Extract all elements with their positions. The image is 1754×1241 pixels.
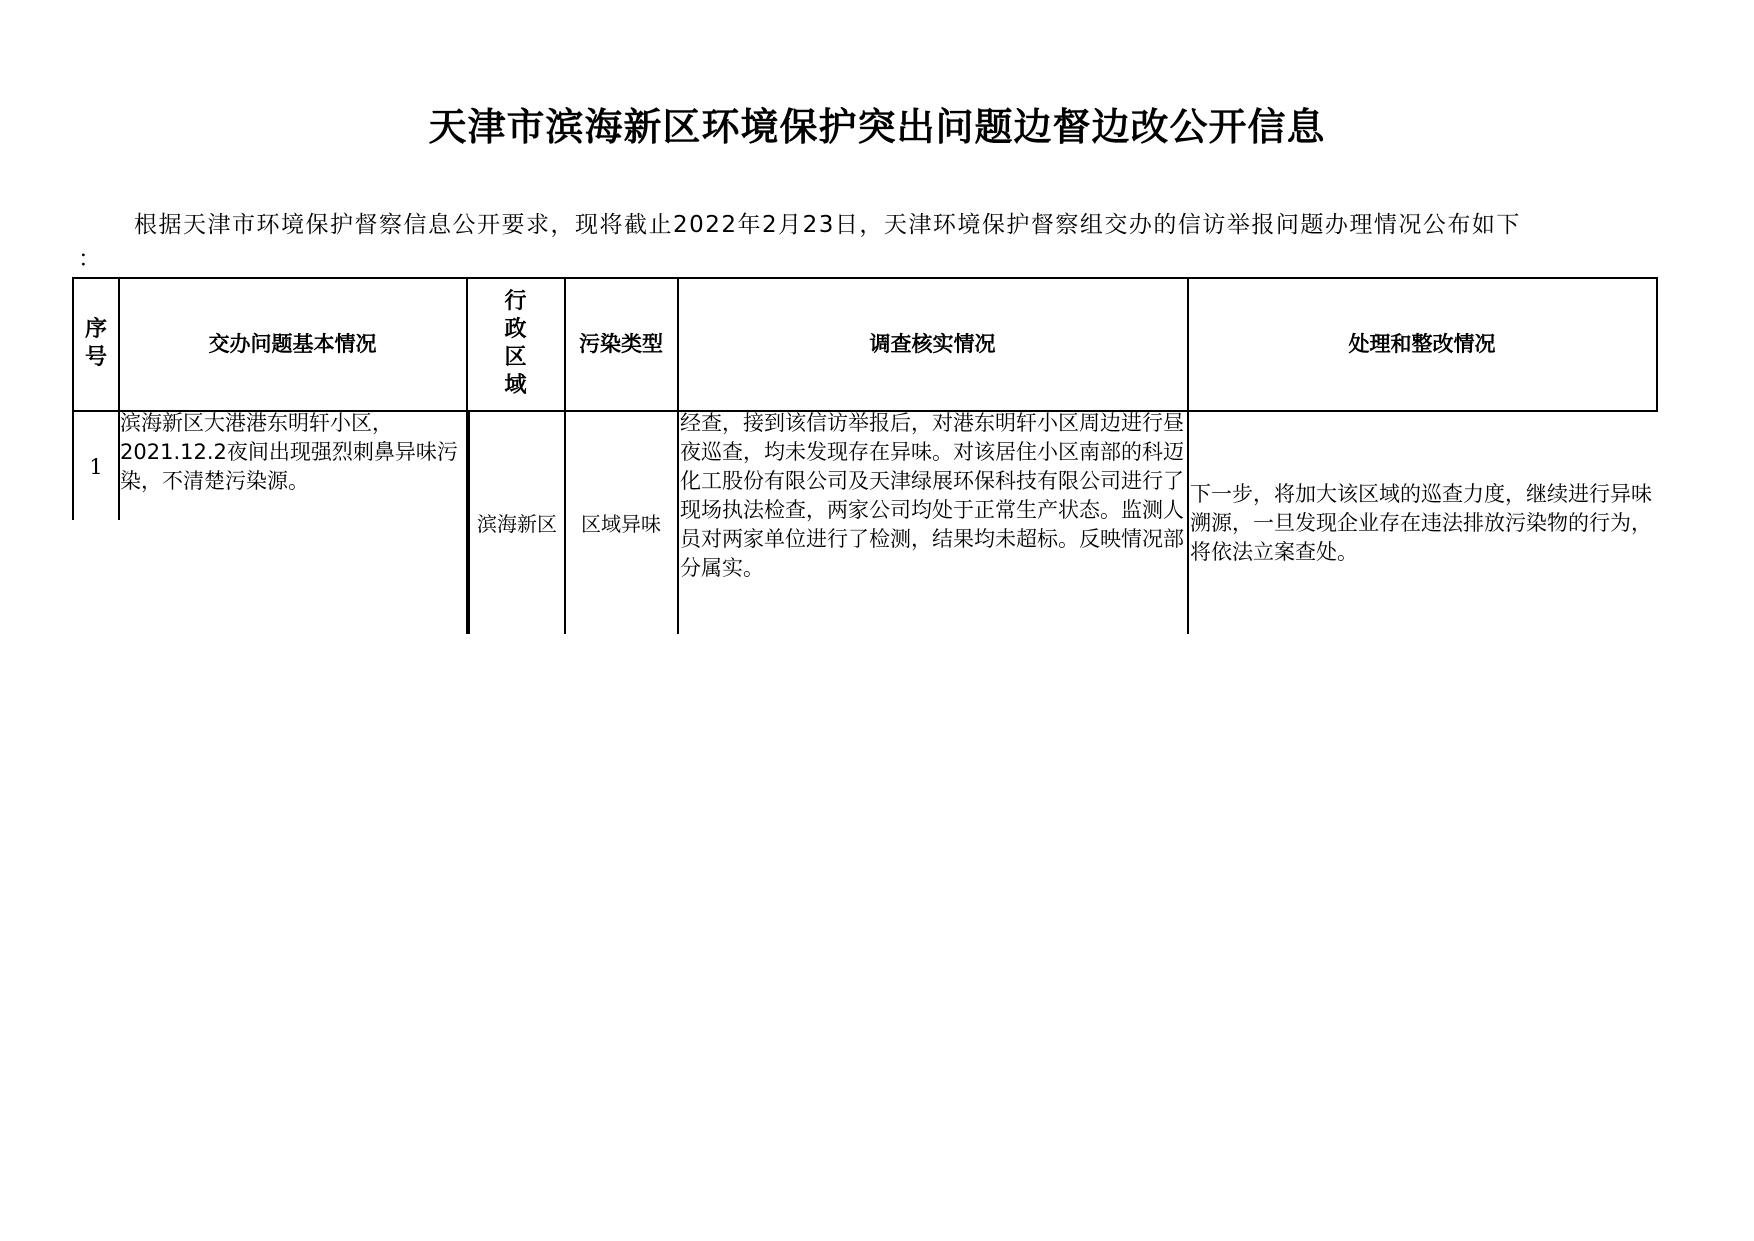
row-pollution-type: 区域异味 <box>581 512 661 536</box>
row-seq: 1 <box>89 455 103 479</box>
header-handling: 处理和整改情况 <box>1348 331 1496 356</box>
row-investigation: 经查，接到该信访举报后，对港东明轩小区周边进行昼夜巡查，均未发现存在异味。对该居住小区南部的科迈化工股份有限公司及天津绿展环保科技有限公司进行了现场执法检查，两家公司均处于正常生产状态。监测人员对两家单位进行了检测，结果均未超标。反映情况部分属实。 <box>680 411 1184 580</box>
row-district: 滨海新区 <box>477 512 557 536</box>
row-handling: 下一步，将加大该区域的巡查力度，继续进行异味溯源，一旦发现企业存在违法排放污染物的行为，将依法立案查处。 <box>1190 482 1652 564</box>
intro-paragraph: 根据天津市环境保护督察信息公开要求，现将截止2022年2月23日，天津环境保护督察组交办的信访举报问题办理情况公布如下 <box>134 212 1521 238</box>
header-district: 行政区域 <box>504 289 527 398</box>
document-title: 天津市滨海新区环境保护突出问题边督边改公开信息 <box>428 105 1326 149</box>
header-investigation: 调查核实情况 <box>869 331 996 356</box>
header-pollution-type: 污染类型 <box>579 331 663 356</box>
header-issue: 交办问题基本情况 <box>208 331 377 356</box>
header-seq: 序号 <box>84 317 107 370</box>
row-issue: 滨海新区大港港东明轩小区，2021.12.2夜间出现强烈刺鼻异味污染，不清楚污染源。 <box>120 411 458 493</box>
intro-paragraph-tail: ： <box>78 246 101 272</box>
